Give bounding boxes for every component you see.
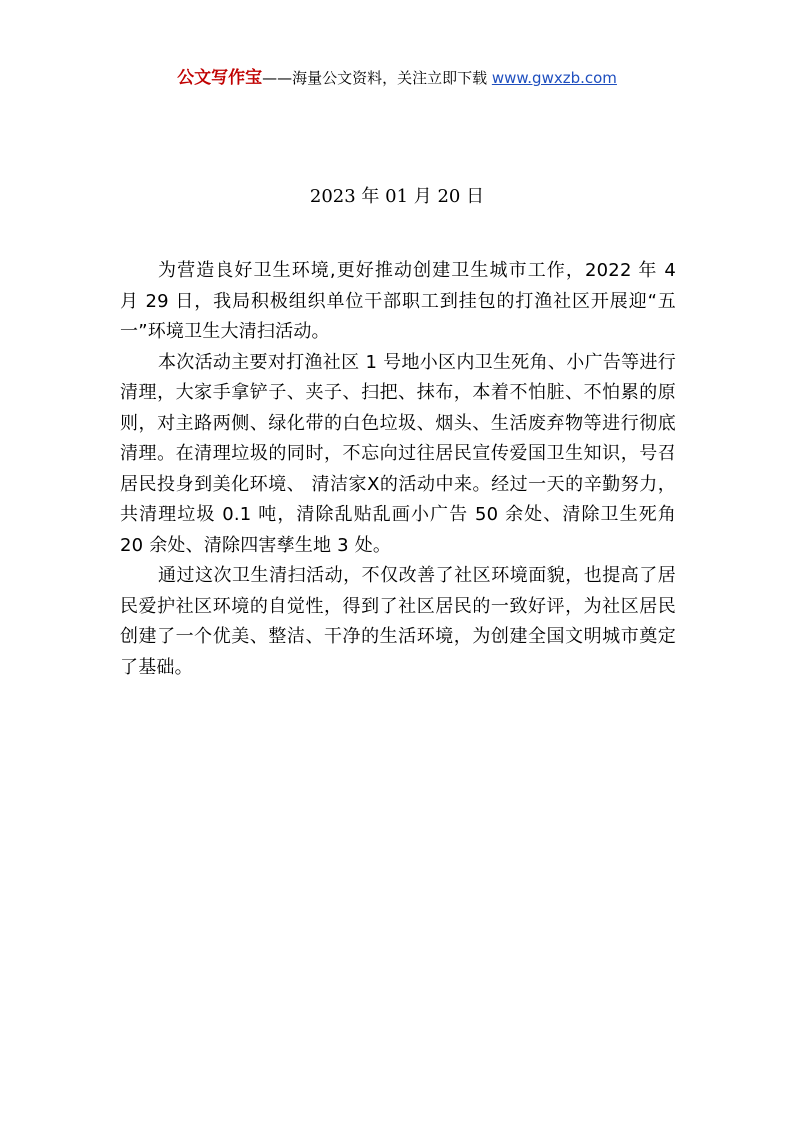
header-tagline: 海量公文资料，关注立即下载 <box>292 69 492 87</box>
paragraph-1: 为营造良好卫生环境,更好推动创建卫生城市工作，2022 年 4 月 29 日，我局积极组织单位干部职工到挂包的打渔社区开展迎“五一”环境卫生大清扫活动。 <box>120 260 676 342</box>
document-header <box>0 66 794 90</box>
paragraph-3: 通过这次卫生清扫活动，不仅改善了社区环境面貌，也提高了居民爱护社区环境的自觉性，得到了社区居民的一致好评，为社区居民创建了一个优美、整洁、干净的生活环境，为创建全国文明城市奠定了基础。 <box>120 565 676 678</box>
document-date: 2023 年 01 月 20 日 <box>309 186 485 207</box>
document-body <box>120 256 676 683</box>
paragraph-2: 本次活动主要对打渔社区 1 号地小区内卫生死角、小广告等进行清理，大家手拿铲子、夹子、扫把、抹布，本着不怕脏、不怕累的原则，对主路两侧、绿化带的白色垃圾、烟头、生活废弃物等进行彻底清理。在清理垃圾的同时，不忘向过往居民宣传爱国卫生知识，号召居民投身到美化环境、 清洁家X的活动中来。经过一天的辛勤努力，共清理垃圾 0.1 吨，清除乱贴乱画小广告 50 余处、清除卫生死角 20 余处、清除四害孳生地 3 处。 <box>120 351 676 556</box>
header-separator: —— <box>262 69 293 87</box>
website-link[interactable]: www.gwxzb.com <box>491 69 617 87</box>
brand-name: 公文写作宝 <box>177 68 263 88</box>
